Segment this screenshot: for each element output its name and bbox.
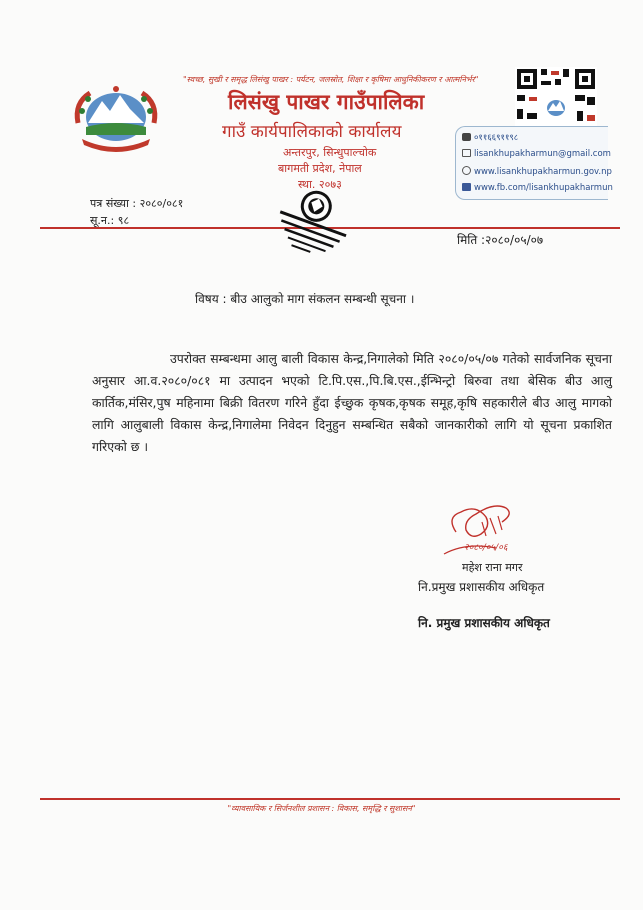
- contact-website[interactable]: [462, 166, 612, 177]
- signature-icon: [436, 492, 524, 562]
- letter-number: पत्र संख्या : २०८०/०८१: [90, 197, 184, 210]
- address-line-2: बागमती प्रदेश, नेपाल: [278, 162, 362, 175]
- address-line-1: अन्तरपुर, सिन्धुपाल्चोक: [283, 146, 377, 159]
- body-paragraph: उपरोक्त सम्बन्धमा आलु बाली विकास केन्द्र,निगालेको मिति २०८०/०५/०७ गतेको सार्वजनिक सूचना अनुसार आ.व.२०८०/०८१ मा उत्पादन भएको टि.पि.एस.,पि.बि.एस.,ईन्भिन्ट्रो बिरुवा तथा बेसिक बीउ आलु कार्तिक,मंसिर,पुष महिनामा बिक्री वितरण गरिने हुँदा ईच्छुक कृषक,कृषक समूह,कृषि सहकारीले बीउ आलु मागको लागि आलुबाली विकास केन्द्र,निगालेमा निवेदन दिनुहुन सम्बन्धित सबैको जानकारीको लागि यो सूचना प्रकाशित गरिएको छ ।: [92, 351, 612, 454]
- facebook-text: www.fb.com/lisankhupakharmun: [474, 183, 613, 193]
- website-text: www.lisankhupakharmun.gov.np: [474, 167, 612, 177]
- office-stamp-icon: [270, 180, 366, 270]
- footer-divider: [40, 798, 620, 800]
- contact-email[interactable]: [462, 149, 611, 159]
- email-icon: [462, 149, 471, 157]
- contact-phone: [462, 132, 518, 143]
- contact-info-box: [455, 126, 613, 200]
- phone-icon: [462, 133, 471, 141]
- signer-title: नि.प्रमुख प्रशासकीय अधिकृत: [418, 580, 545, 594]
- facebook-icon: [462, 183, 471, 191]
- nepal-emblem-icon: [70, 83, 162, 155]
- dispatch-number: सू.न.: ९८: [90, 214, 130, 227]
- letter-date: मिति :२०८०/०५/०७: [457, 233, 544, 247]
- office-name: लिसंखु पाखर गाउँपालिका: [228, 90, 425, 114]
- signer-name: महेश राना मगर: [462, 561, 523, 574]
- globe-icon: [462, 166, 471, 175]
- established-year: स्था. २०७३: [298, 178, 342, 191]
- office-subtitle: गाउँ कार्यपालिकाको कार्यालय: [222, 122, 402, 142]
- phone-text: ०११६६९११९८: [474, 133, 519, 143]
- signature-date: २०८०/०५/०६: [464, 543, 508, 553]
- footer-slogan: "व्यावसायिक र सिर्जनशील प्रशासन : विकास, समृद्धि र सुशासन": [227, 804, 416, 813]
- email-text: lisankhupakharmun@gmail.com: [474, 149, 611, 159]
- letterhead-slogan: "स्वच्छ, सुखी र समृद्ध लिसंखु पाखर : पर्यटन, जलस्रोत, शिक्षा र कृषिमा आधुनिकीकरण र आत्मनिर्भर": [183, 75, 479, 84]
- letter-body: [92, 348, 612, 458]
- printed-title: नि. प्रमुख प्रशासकीय अधिकृत: [418, 616, 550, 630]
- contact-facebook[interactable]: [462, 183, 613, 193]
- letter-subject: विषय : बीउ आलुको माग संकलन सम्बन्धी सूचना ।: [195, 292, 415, 306]
